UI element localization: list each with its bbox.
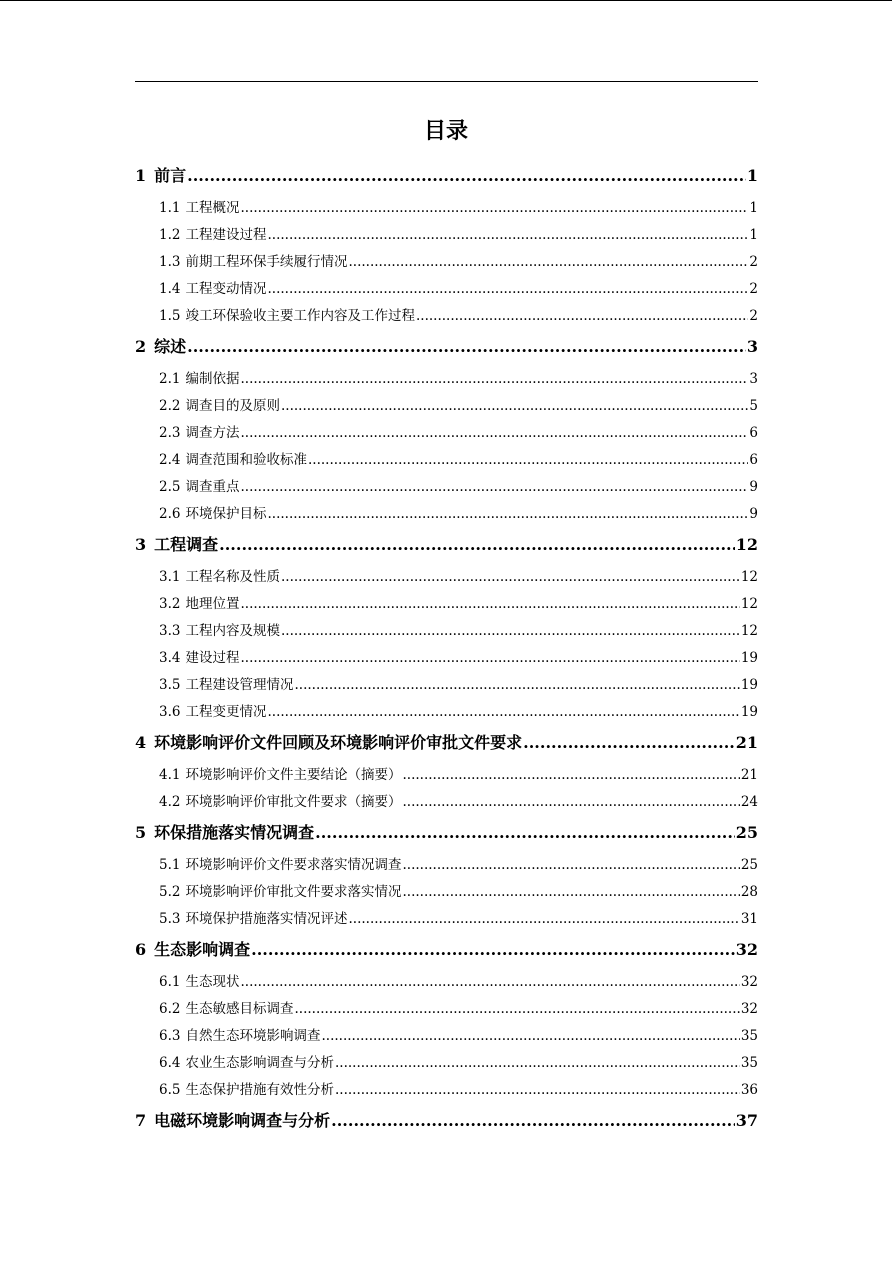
toc-entry-title: 工程概况 bbox=[185, 200, 240, 216]
toc-dot-leader bbox=[267, 504, 748, 524]
toc-entry-number: 1.4 bbox=[159, 281, 181, 297]
toc-section-entry[interactable] bbox=[135, 765, 758, 785]
toc-section-entry[interactable] bbox=[135, 198, 758, 218]
toc-entry-title: 生态敏感目标调查 bbox=[185, 1001, 294, 1017]
toc-entry-title: 前言 bbox=[154, 166, 187, 185]
toc-entry-title: 建设过程 bbox=[185, 650, 240, 666]
toc-page-number: 25 bbox=[740, 857, 758, 873]
toc-section-entry[interactable] bbox=[135, 279, 758, 299]
toc-section-entry[interactable] bbox=[135, 855, 758, 875]
toc-dot-leader bbox=[335, 1053, 740, 1073]
toc-entry-number: 6 bbox=[135, 940, 147, 959]
toc-section-entry[interactable] bbox=[135, 675, 758, 695]
toc-entry-title: 环境保护目标 bbox=[185, 506, 267, 522]
toc-dot-leader bbox=[240, 594, 739, 614]
toc-entry-title: 环境影响评价审批文件要求（摘要） bbox=[185, 794, 402, 810]
toc-entry-number: 1.1 bbox=[159, 200, 181, 216]
toc-entry-number: 4.1 bbox=[159, 767, 181, 783]
toc-page-number: 32 bbox=[740, 1001, 758, 1017]
toc-page-number: 1 bbox=[749, 227, 758, 243]
toc-entry-number: 3.2 bbox=[159, 596, 181, 612]
toc-section-entry[interactable] bbox=[135, 369, 758, 389]
toc-entry-title: 调查范围和验收标准 bbox=[185, 452, 307, 468]
toc-entry-title: 前期工程环保手续履行情况 bbox=[185, 254, 348, 270]
toc-dot-leader bbox=[219, 534, 735, 556]
toc-entry-number: 5.1 bbox=[159, 857, 181, 873]
toc-entry-number: 2.3 bbox=[159, 425, 181, 441]
toc-dot-leader bbox=[402, 765, 739, 785]
toc-page-number: 2 bbox=[749, 281, 758, 297]
toc-page-number: 35 bbox=[740, 1055, 758, 1071]
toc-page-number: 6 bbox=[749, 425, 758, 441]
toc-page-number: 37 bbox=[735, 1111, 758, 1130]
toc-entry-number: 4.2 bbox=[159, 794, 181, 810]
toc-page-number: 12 bbox=[740, 596, 758, 612]
toc-entry-number: 2 bbox=[135, 337, 147, 356]
toc-dot-leader bbox=[240, 477, 748, 497]
toc-page-number: 19 bbox=[740, 677, 758, 693]
toc-section-entry[interactable] bbox=[135, 1026, 758, 1046]
toc-dot-leader bbox=[402, 882, 739, 902]
toc-entry-number: 3.4 bbox=[159, 650, 181, 666]
toc-dot-leader bbox=[187, 336, 746, 358]
toc-dot-leader bbox=[523, 732, 735, 754]
toc-dot-leader bbox=[335, 1080, 740, 1100]
header-rule bbox=[135, 81, 758, 82]
toc-page-number: 35 bbox=[740, 1028, 758, 1044]
toc-entry-title: 调查重点 bbox=[185, 479, 240, 495]
toc-section-entry[interactable] bbox=[135, 225, 758, 245]
toc-entry-title: 调查目的及原则 bbox=[185, 398, 280, 414]
toc-entry-number: 6.4 bbox=[159, 1055, 181, 1071]
toc-section-entry[interactable] bbox=[135, 972, 758, 992]
toc-page-number: 24 bbox=[740, 794, 758, 810]
toc-section-entry[interactable] bbox=[135, 1053, 758, 1073]
toc-page-number: 9 bbox=[749, 479, 758, 495]
toc-entry-title: 调查方法 bbox=[185, 425, 240, 441]
toc-section-entry[interactable] bbox=[135, 306, 758, 326]
toc-dot-leader bbox=[267, 702, 739, 722]
toc-chapter-entry[interactable] bbox=[135, 1110, 758, 1132]
toc-dot-leader bbox=[240, 648, 739, 668]
toc-dot-leader bbox=[240, 198, 748, 218]
toc-section-entry[interactable] bbox=[135, 792, 758, 812]
toc-entry-number: 2.1 bbox=[159, 371, 181, 387]
toc-dot-leader bbox=[348, 909, 739, 929]
toc-page-number: 2 bbox=[749, 254, 758, 270]
toc-entry-number: 2.6 bbox=[159, 506, 181, 522]
toc-entry-title: 综述 bbox=[154, 337, 187, 356]
toc-dot-leader bbox=[402, 855, 739, 875]
toc-dot-leader bbox=[281, 396, 748, 416]
toc-entry-title: 环境影响评价文件要求落实情况调查 bbox=[185, 857, 402, 873]
toc-chapter-entry[interactable] bbox=[135, 939, 758, 961]
toc-entry-title: 环境保护措施落实情况评述 bbox=[185, 911, 348, 927]
toc-page-number: 1 bbox=[749, 200, 758, 216]
toc-dot-leader bbox=[321, 1026, 739, 1046]
toc-entry-number: 3.5 bbox=[159, 677, 181, 693]
toc-entry-number: 6.3 bbox=[159, 1028, 181, 1044]
toc-page-number: 1 bbox=[746, 166, 758, 185]
toc-page-number: 36 bbox=[740, 1082, 758, 1098]
toc-section-entry[interactable] bbox=[135, 1080, 758, 1100]
toc-entry-title: 生态现状 bbox=[185, 974, 240, 990]
toc-entry-number: 1.5 bbox=[159, 308, 181, 324]
toc-entry-number: 5.3 bbox=[159, 911, 181, 927]
toc-chapter-entry[interactable] bbox=[135, 336, 758, 358]
toc-entry-number: 3.1 bbox=[159, 569, 181, 585]
toc-page-number: 21 bbox=[740, 767, 758, 783]
toc-entry-number: 6.1 bbox=[159, 974, 181, 990]
toc-entry-number: 2.4 bbox=[159, 452, 181, 468]
toc-dot-leader bbox=[402, 792, 739, 812]
toc-section-entry[interactable] bbox=[135, 882, 758, 902]
page-top-border bbox=[0, 0, 892, 1]
toc-dot-leader bbox=[281, 567, 740, 587]
toc-dot-leader bbox=[294, 675, 739, 695]
toc-page-number: 25 bbox=[735, 823, 758, 842]
toc-dot-leader bbox=[331, 1110, 735, 1132]
toc-entry-title: 工程建设管理情况 bbox=[185, 677, 294, 693]
toc-entry-number: 1 bbox=[135, 166, 147, 185]
toc-section-entry[interactable] bbox=[135, 702, 758, 722]
toc-chapter-entry[interactable] bbox=[135, 822, 758, 844]
toc-entry-title: 工程调查 bbox=[154, 535, 219, 554]
toc-chapter-entry[interactable] bbox=[135, 732, 758, 754]
toc-entry-number: 2.2 bbox=[159, 398, 181, 414]
toc-dot-leader bbox=[267, 279, 748, 299]
toc-entry-title: 工程名称及性质 bbox=[185, 569, 280, 585]
toc-entry-number: 6.5 bbox=[159, 1082, 181, 1098]
toc-page-number: 19 bbox=[740, 650, 758, 666]
toc-dot-leader bbox=[308, 450, 748, 470]
toc-dot-leader bbox=[315, 822, 735, 844]
toc-section-entry[interactable] bbox=[135, 567, 758, 587]
toc-page-number: 3 bbox=[746, 337, 758, 356]
toc-entry-title: 地理位置 bbox=[185, 596, 240, 612]
toc-section-entry[interactable] bbox=[135, 396, 758, 416]
toc-dot-leader bbox=[251, 939, 735, 961]
toc-dot-leader bbox=[294, 999, 739, 1019]
toc-entry-number: 7 bbox=[135, 1111, 147, 1130]
toc-entry-title: 环境影响评价文件回顾及环境影响评价审批文件要求 bbox=[154, 733, 523, 752]
toc-entry-number: 5.2 bbox=[159, 884, 181, 900]
toc-entry-number: 3.6 bbox=[159, 704, 181, 720]
toc-section-entry[interactable] bbox=[135, 252, 758, 272]
toc-page-number: 9 bbox=[749, 506, 758, 522]
toc-entry-title: 竣工环保验收主要工作内容及工作过程 bbox=[185, 308, 415, 324]
toc-title: 目录 bbox=[423, 118, 468, 144]
toc-entry-title: 环境影响评价审批文件要求落实情况 bbox=[185, 884, 402, 900]
toc-dot-leader bbox=[240, 423, 748, 443]
toc-section-entry[interactable] bbox=[135, 648, 758, 668]
toc-section-entry[interactable] bbox=[135, 594, 758, 614]
toc-dot-leader bbox=[240, 972, 739, 992]
toc-page-number: 32 bbox=[735, 940, 758, 959]
toc-entry-title: 工程变更情况 bbox=[185, 704, 267, 720]
toc-entry-title: 工程内容及规模 bbox=[185, 623, 280, 639]
toc-page-number: 32 bbox=[740, 974, 758, 990]
toc-entry-title: 农业生态影响调查与分析 bbox=[185, 1055, 334, 1071]
toc-entry-number: 6.2 bbox=[159, 1001, 181, 1017]
toc-entry-number: 2.5 bbox=[159, 479, 181, 495]
toc-page-number: 12 bbox=[740, 569, 758, 585]
toc-entry-title: 工程变动情况 bbox=[185, 281, 267, 297]
toc-section-entry[interactable] bbox=[135, 477, 758, 497]
toc-entry-title: 环保措施落实情况调查 bbox=[154, 823, 315, 842]
toc-dot-leader bbox=[348, 252, 748, 272]
toc-entry-number: 3.3 bbox=[159, 623, 181, 639]
toc-page-number: 21 bbox=[735, 733, 758, 752]
toc-entry-title: 自然生态环境影响调查 bbox=[185, 1028, 321, 1044]
toc-dot-leader bbox=[416, 306, 748, 326]
toc-section-entry[interactable] bbox=[135, 621, 758, 641]
toc-entry-title: 环境影响评价文件主要结论（摘要） bbox=[185, 767, 402, 783]
toc-entry-title: 生态影响调查 bbox=[154, 940, 251, 959]
toc-chapter-entry[interactable] bbox=[135, 165, 758, 187]
toc-entry-number: 1.2 bbox=[159, 227, 181, 243]
toc-page-number: 28 bbox=[740, 884, 758, 900]
toc-page-number: 5 bbox=[749, 398, 758, 414]
toc-dot-leader bbox=[281, 621, 740, 641]
toc-section-entry[interactable] bbox=[135, 423, 758, 443]
toc-page-number: 3 bbox=[749, 371, 758, 387]
toc-page-number: 6 bbox=[749, 452, 758, 468]
toc-entry-number: 3 bbox=[135, 535, 147, 554]
toc-chapter-entry[interactable] bbox=[135, 534, 758, 556]
toc-entry-number: 4 bbox=[135, 733, 147, 752]
toc-dot-leader bbox=[187, 165, 746, 187]
toc-entry-title: 生态保护措施有效性分析 bbox=[185, 1082, 334, 1098]
toc-entry-number: 5 bbox=[135, 823, 147, 842]
toc-dot-leader bbox=[240, 369, 748, 389]
toc-entry-number: 1.3 bbox=[159, 254, 181, 270]
toc-section-entry[interactable] bbox=[135, 504, 758, 524]
toc-entry-title: 编制依据 bbox=[185, 371, 240, 387]
toc-page-number: 12 bbox=[735, 535, 758, 554]
toc-section-entry[interactable] bbox=[135, 909, 758, 929]
toc-page-number: 2 bbox=[749, 308, 758, 324]
toc-section-entry[interactable] bbox=[135, 450, 758, 470]
toc-dot-leader bbox=[267, 225, 748, 245]
toc-entry-title: 电磁环境影响调查与分析 bbox=[154, 1111, 331, 1130]
toc-section-entry[interactable] bbox=[135, 999, 758, 1019]
toc-entry-title: 工程建设过程 bbox=[185, 227, 267, 243]
toc-page-number: 19 bbox=[740, 704, 758, 720]
toc-page-number: 31 bbox=[740, 911, 758, 927]
toc-page-number: 12 bbox=[740, 623, 758, 639]
